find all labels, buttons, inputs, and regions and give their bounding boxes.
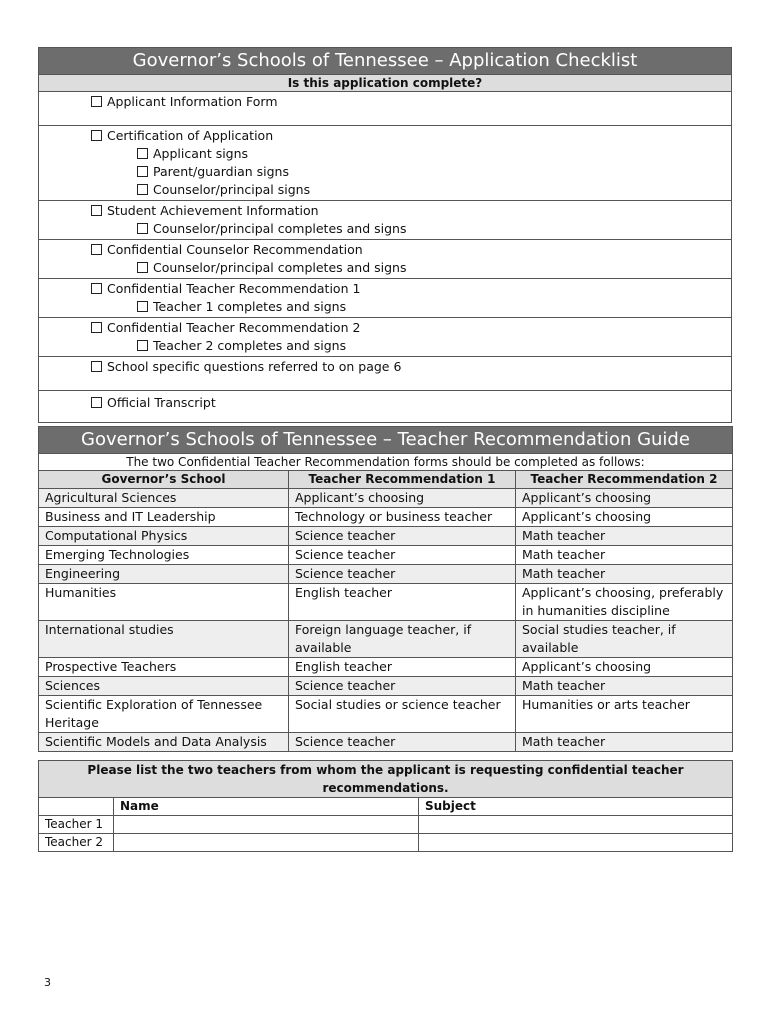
guide-rec2-cell: Humanities or arts teacher (516, 696, 733, 733)
checkbox[interactable] (137, 166, 148, 177)
guide-rec2-cell: Math teacher (516, 677, 733, 696)
checklist-item-label: Confidential Teacher Recommendation 1 (107, 281, 361, 296)
guide-school-cell: International studies (39, 621, 289, 658)
checklist-subitem[interactable] (91, 163, 725, 181)
guide-rec1-cell: Technology or business teacher (289, 508, 516, 527)
guide-school-cell: Scientific Exploration of Tennessee Heritage (39, 696, 289, 733)
guide-rec2-cell: Applicant’s choosing (516, 658, 733, 677)
guide-rec2-cell: Social studies teacher, if available (516, 621, 733, 658)
checklist-item-label: School specific questions referred to on page 6 (107, 359, 402, 374)
guide-school-cell: Computational Physics (39, 527, 289, 546)
checkbox[interactable] (91, 322, 102, 333)
guide-rec2-cell: Applicant’s choosing (516, 508, 733, 527)
page-number: 3 (44, 976, 51, 989)
teacher-2-subject-field[interactable] (419, 834, 733, 852)
checkbox[interactable] (137, 148, 148, 159)
checklist-item-label: Applicant Information Form (107, 94, 278, 109)
checklist-item[interactable] (91, 394, 725, 412)
checklist-title: Governor’s Schools of Tennessee – Application Checklist (39, 48, 732, 75)
guide-rec2-cell: Applicant’s choosing (516, 489, 733, 508)
checklist-item[interactable] (91, 358, 725, 376)
guide-rec1-cell: Foreign language teacher, if available (289, 621, 516, 658)
guide-rec1-cell: Science teacher (289, 565, 516, 584)
guide-rec2-cell: Math teacher (516, 565, 733, 584)
guide-rec2-cell: Math teacher (516, 527, 733, 546)
guide-school-cell: Business and IT Leadership (39, 508, 289, 527)
guide-header-rec2: Teacher Recommendation 2 (516, 471, 733, 489)
checklist-item-label: Official Transcript (107, 395, 216, 410)
checkbox[interactable] (91, 244, 102, 255)
guide-rec2-cell: Math teacher (516, 733, 733, 752)
guide-header-row (39, 471, 733, 489)
guide-rec1-cell: Applicant’s choosing (289, 489, 516, 508)
checkbox[interactable] (91, 361, 102, 372)
guide-row (39, 677, 733, 696)
teacher-list-title: Please list the two teachers from whom the applicant is requesting confidential teacher recommendations. (39, 761, 733, 798)
checklist-subitem[interactable] (91, 298, 725, 316)
teacher-header-subject: Subject (419, 798, 733, 816)
checkbox[interactable] (91, 130, 102, 141)
guide-row (39, 733, 733, 752)
teacher-row-label: Teacher 2 (39, 834, 114, 852)
checklist-subitem[interactable] (91, 259, 725, 277)
guide-subtitle: The two Confidential Teacher Recommendation forms should be completed as follows: (39, 454, 733, 471)
guide-row (39, 584, 733, 621)
teacher-1-subject-field[interactable] (419, 816, 733, 834)
checkbox[interactable] (137, 262, 148, 273)
guide-rec1-cell: Science teacher (289, 677, 516, 696)
teacher-recommendation-guide (38, 426, 733, 752)
checklist-row (39, 357, 732, 391)
guide-school-cell: Scientific Models and Data Analysis (39, 733, 289, 752)
guide-rec1-cell: Science teacher (289, 546, 516, 565)
checklist-item[interactable] (91, 202, 725, 220)
checklist-subitem-label: Teacher 1 completes and signs (153, 299, 347, 314)
guide-rec1-cell: English teacher (289, 658, 516, 677)
teacher-row-label: Teacher 1 (39, 816, 114, 834)
checklist-item-label: Student Achievement Information (107, 203, 319, 218)
checklist-item[interactable] (91, 280, 725, 298)
checklist-item-label: Certification of Application (107, 128, 274, 143)
checkbox[interactable] (91, 205, 102, 216)
checklist-row (39, 126, 732, 201)
checkbox[interactable] (91, 397, 102, 408)
checklist-subitem-label: Counselor/principal completes and signs (153, 221, 407, 236)
checklist-item[interactable] (91, 93, 725, 111)
guide-row (39, 527, 733, 546)
checklist-item[interactable] (91, 127, 725, 145)
guide-title: Governor’s Schools of Tennessee – Teacher Recommendation Guide (39, 427, 733, 454)
guide-row (39, 508, 733, 527)
guide-row (39, 621, 733, 658)
guide-rec1-cell: Science teacher (289, 527, 516, 546)
checklist-subitem-label: Teacher 2 completes and signs (153, 338, 347, 353)
guide-school-cell: Prospective Teachers (39, 658, 289, 677)
guide-row (39, 696, 733, 733)
checklist-row (39, 201, 732, 240)
checkbox[interactable] (137, 223, 148, 234)
guide-school-cell: Agricultural Sciences (39, 489, 289, 508)
checklist-row (39, 318, 732, 357)
checklist-subitem[interactable] (91, 220, 725, 238)
checklist-subitem-label: Applicant signs (153, 146, 249, 161)
teacher-header-name: Name (114, 798, 419, 816)
checkbox[interactable] (137, 340, 148, 351)
teacher-header-blank (39, 798, 114, 816)
guide-rec2-cell: Applicant’s choosing, preferably in humanities discipline (516, 584, 733, 621)
guide-row (39, 565, 733, 584)
guide-row (39, 546, 733, 565)
checklist-subitem[interactable] (91, 181, 725, 199)
checklist-item-label: Confidential Counselor Recommendation (107, 242, 363, 257)
guide-school-cell: Emerging Technologies (39, 546, 289, 565)
checklist-subitem[interactable] (91, 337, 725, 355)
teacher-2-name-field[interactable] (114, 834, 419, 852)
checklist-row (39, 279, 732, 318)
guide-header-rec1: Teacher Recommendation 1 (289, 471, 516, 489)
checklist-subitem-label: Parent/guardian signs (153, 164, 289, 179)
guide-row (39, 658, 733, 677)
checklist-item[interactable] (91, 319, 725, 337)
teacher-1-name-field[interactable] (114, 816, 419, 834)
checkbox[interactable] (91, 96, 102, 107)
checkbox[interactable] (137, 184, 148, 195)
checkbox[interactable] (137, 301, 148, 312)
guide-school-cell: Humanities (39, 584, 289, 621)
guide-rec1-cell: English teacher (289, 584, 516, 621)
application-checklist (38, 47, 732, 423)
teacher-list-table (38, 760, 733, 852)
guide-rec2-cell: Math teacher (516, 546, 733, 565)
checklist-item[interactable] (91, 241, 725, 259)
checklist-row (39, 391, 732, 423)
checklist-subitem-label: Counselor/principal signs (153, 182, 311, 197)
guide-school-cell: Sciences (39, 677, 289, 696)
guide-row (39, 489, 733, 508)
guide-rec1-cell: Social studies or science teacher (289, 696, 516, 733)
checklist-subtitle: Is this application complete? (39, 75, 732, 92)
checklist-subitem[interactable] (91, 145, 725, 163)
guide-header-school: Governor’s School (39, 471, 289, 489)
checklist-subitem-label: Counselor/principal completes and signs (153, 260, 407, 275)
checklist-item-label: Confidential Teacher Recommendation 2 (107, 320, 361, 335)
guide-rec1-cell: Science teacher (289, 733, 516, 752)
checklist-row (39, 92, 732, 126)
checklist-row (39, 240, 732, 279)
checkbox[interactable] (91, 283, 102, 294)
guide-school-cell: Engineering (39, 565, 289, 584)
